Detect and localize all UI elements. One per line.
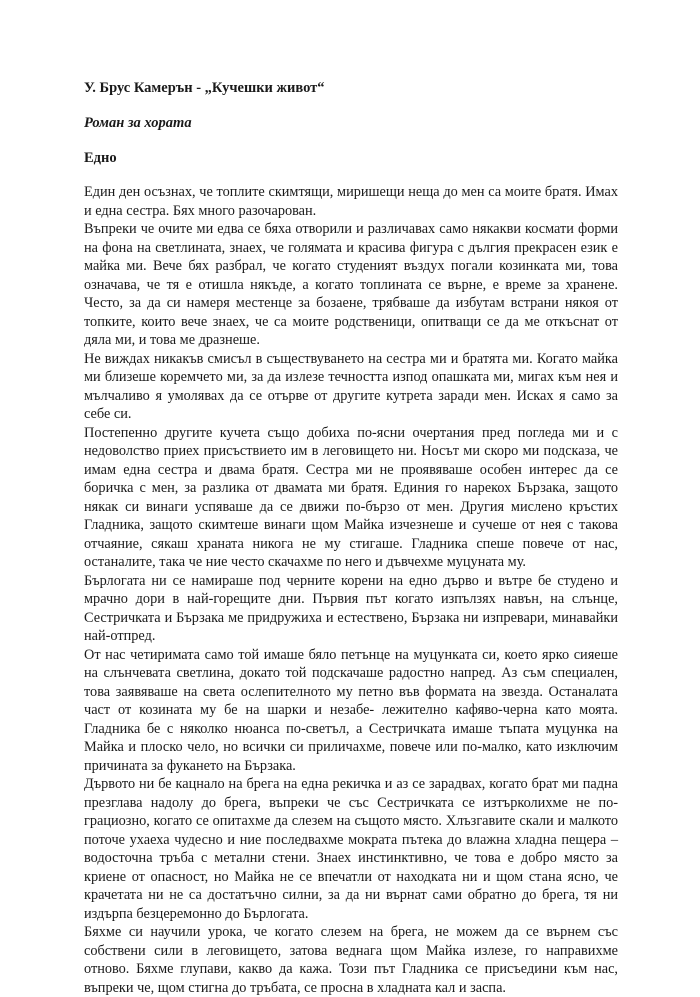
document-subtitle: Роман за хората (84, 115, 192, 131)
paragraph: Не виждах никакъв смисъл в съществуването на сестра ми и братята ми. Когато майка ми близеше коремчето ми, за да излезе течността изпод опашката ми, мигах към нея и мълчаливо я умолявах да се отърве от другите кутрета заради мен. Исках я само за себе си. (84, 350, 618, 422)
chapter-heading: Едно (84, 150, 117, 166)
paragraph: От нас четиримата само той имаше бяло петънце на муцунката си, което ярко сияеше на слънчевата светлина, докато той подскачаше радостно напред. Аз съм специален, това заявяваше на света ослепителното му петно във формата на звезда. Останалата част от козината му бе на шарки и незабе- лежително кафяво-черна като моята. Гладника бе с няколко нюанса по-светъл, а Сестричката имаше тъпата муцунка на Майка и плоско чело, но всички си приличахме, повече или по-малко, като изключим причината за фукането на Бързака. (84, 646, 618, 774)
paragraph: Дървото ни бе кацнало на брега на една рекичка и аз се зарадвах, когато брат ми падна презглава надолу до брега, въпреки че със Сестричката се изтърколихме не по-грациозно, когато се опитахме да слезем на същото място. Хлъзгавите скали и малкото поточе ухаеха чудесно и ние последвахме мократа пътека до влажна хладна пещера – водосточна тръба с метални стени. Знаех инстинктивно, че това е добро място за криене от опасност, но Майка не се впечатли от находката ни и щом стана ясно, че крачетата ни не са достатъчно силни, за да ни върнат сами обратно до брега, тя ни издърпа безцеремонно до Бърлогата. (84, 776, 618, 922)
paragraph: Бърлогата ни се намираше под черните корени на едно дърво и вътре бе студено и мрачно дори в най-горещите дни. Първия път когато изпълзях навън, на слънце, Сестричката и Бързака ме придружиха и естествено, Бързака ни изпревари, минавайки най-отпред. (84, 572, 618, 644)
chapter-body (84, 183, 618, 997)
paragraph: Бяхме си научили урока, че когато слезем на брега, не можем да се върнем със собствени сили в леговището, затова веднага щом Майка излезе, го направихме отново. Бяхме глупави, какво да кажа. Този път Гладника се присъедини към нас, въпреки че, щом стигна до тръбата, се просна в хладната кал и заспа. (84, 924, 618, 996)
paragraph: Един ден осъзнах, че топлите скимтящи, миришещи неща до мен са моите братя. Имах и една сестра. Бях много разочарован. (84, 184, 618, 219)
document-page (84, 78, 618, 997)
document-title: У. Брус Камерън - „Кучешки живот“ (84, 80, 325, 96)
paragraph: Постепенно другите кучета също добиха по-ясни очертания пред погледа ми и с недоволство приех присъствието им в леговището ни. Носът ми скоро ми подсказа, че имам една сестра и двама братя. Сестра ми не проявяваше особен интерес да се боричка с мен, за разлика от двамата ми братя. Единия го нарекох Бързака, защото някак си винаги успяваше да се движи по-бързо от мен. Другия мислено кръстих Гладника, защото скимтеше винаги щом Майка изчезнеше и сучеше от нея с такова отчаяние, сякаш храната никога не му стигаше. Гладника спеше повече от нас, останалите, така че ние често скачахме по него и дъвчехме муцуната му. (84, 424, 618, 570)
paragraph: Въпреки че очите ми едва се бяха отворили и различавах само някакви космати форми на фона на светлината, знаех, че голямата и красива фигура с дългия прекрасен език е майка ми. Вече бях разбрал, че когато студеният въздух погали козинката ми, това означава, че тя е отишла някъде, а когато топлината се върне, е време за хранене. Често, за да си намеря местенце за бозаене, трябваше да избутам встрани някоя от топките, които вече знаех, че са моите родственици, опитващи се да ме откъснат от дяла ми, и това ме дразнеше. (84, 221, 618, 348)
